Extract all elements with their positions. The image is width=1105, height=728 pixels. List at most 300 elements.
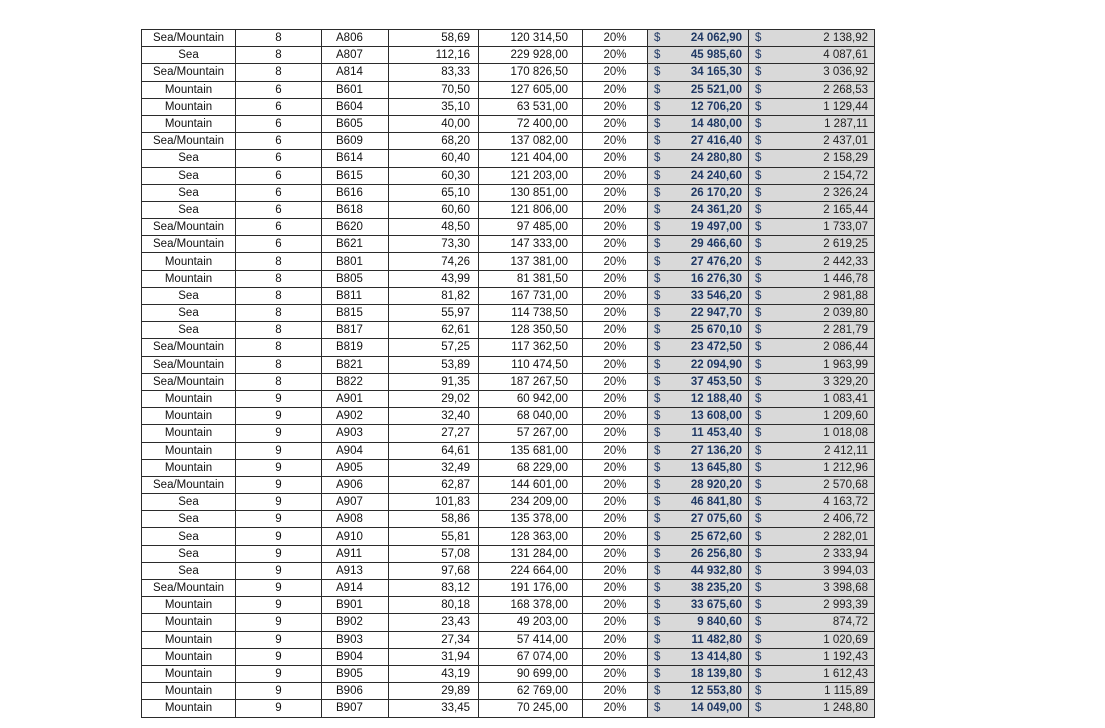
percent-cell[interactable]: 20% [583, 133, 648, 150]
unit-cell[interactable]: A910 [322, 528, 389, 545]
installment-cell[interactable] [749, 476, 875, 493]
price-cell[interactable]: 57 414,00 [479, 631, 583, 648]
price-cell[interactable]: 135 378,00 [479, 511, 583, 528]
area-cell[interactable]: 33,45 [389, 700, 479, 717]
area-cell[interactable]: 55,81 [389, 528, 479, 545]
price-cell[interactable]: 97 485,00 [479, 219, 583, 236]
deposit-cell[interactable] [648, 184, 749, 201]
view-cell[interactable]: Mountain [142, 270, 236, 287]
unit-cell[interactable]: B621 [322, 236, 389, 253]
price-cell[interactable]: 70 245,00 [479, 700, 583, 717]
deposit-cell[interactable] [648, 64, 749, 81]
view-cell[interactable]: Sea [142, 287, 236, 304]
percent-cell[interactable]: 20% [583, 64, 648, 81]
area-cell[interactable]: 53,89 [389, 356, 479, 373]
deposit-cell[interactable] [648, 511, 749, 528]
floor-cell[interactable]: 6 [236, 115, 322, 132]
installment-cell[interactable] [749, 115, 875, 132]
area-cell[interactable]: 60,60 [389, 201, 479, 218]
percent-cell[interactable]: 20% [583, 476, 648, 493]
view-cell[interactable]: Mountain [142, 700, 236, 717]
area-cell[interactable]: 27,27 [389, 425, 479, 442]
unit-cell[interactable]: B903 [322, 631, 389, 648]
percent-cell[interactable]: 20% [583, 390, 648, 407]
deposit-cell[interactable] [648, 219, 749, 236]
price-cell[interactable]: 121 404,00 [479, 150, 583, 167]
deposit-cell[interactable] [648, 665, 749, 682]
deposit-cell[interactable] [648, 287, 749, 304]
deposit-cell[interactable] [648, 545, 749, 562]
area-cell[interactable]: 32,49 [389, 459, 479, 476]
view-cell[interactable]: Mountain [142, 648, 236, 665]
unit-cell[interactable]: B815 [322, 305, 389, 322]
deposit-cell[interactable] [648, 373, 749, 390]
percent-cell[interactable]: 20% [583, 545, 648, 562]
area-cell[interactable]: 73,30 [389, 236, 479, 253]
floor-cell[interactable]: 9 [236, 597, 322, 614]
area-cell[interactable]: 55,97 [389, 305, 479, 322]
installment-cell[interactable] [749, 425, 875, 442]
unit-cell[interactable]: B905 [322, 665, 389, 682]
deposit-cell[interactable] [648, 201, 749, 218]
floor-cell[interactable]: 9 [236, 425, 322, 442]
floor-cell[interactable]: 9 [236, 614, 322, 631]
installment-cell[interactable] [749, 494, 875, 511]
area-cell[interactable]: 57,25 [389, 339, 479, 356]
installment-cell[interactable] [749, 511, 875, 528]
floor-cell[interactable]: 8 [236, 47, 322, 64]
area-cell[interactable]: 83,33 [389, 64, 479, 81]
area-cell[interactable]: 43,99 [389, 270, 479, 287]
floor-cell[interactable]: 6 [236, 81, 322, 98]
view-cell[interactable]: Sea [142, 545, 236, 562]
view-cell[interactable]: Mountain [142, 665, 236, 682]
area-cell[interactable]: 91,35 [389, 373, 479, 390]
area-cell[interactable]: 112,16 [389, 47, 479, 64]
deposit-cell[interactable] [648, 236, 749, 253]
area-cell[interactable]: 83,12 [389, 580, 479, 597]
percent-cell[interactable]: 20% [583, 253, 648, 270]
view-cell[interactable]: Mountain [142, 631, 236, 648]
floor-cell[interactable]: 6 [236, 201, 322, 218]
unit-cell[interactable]: A907 [322, 494, 389, 511]
percent-cell[interactable]: 20% [583, 219, 648, 236]
area-cell[interactable]: 57,08 [389, 545, 479, 562]
floor-cell[interactable]: 9 [236, 648, 322, 665]
percent-cell[interactable]: 20% [583, 322, 648, 339]
unit-cell[interactable]: A914 [322, 580, 389, 597]
area-cell[interactable]: 40,00 [389, 115, 479, 132]
deposit-cell[interactable] [648, 30, 749, 47]
area-cell[interactable]: 80,18 [389, 597, 479, 614]
floor-cell[interactable]: 9 [236, 683, 322, 700]
floor-cell[interactable]: 8 [236, 253, 322, 270]
price-cell[interactable]: 167 731,00 [479, 287, 583, 304]
deposit-cell[interactable] [648, 81, 749, 98]
view-cell[interactable]: Sea [142, 167, 236, 184]
installment-cell[interactable] [749, 356, 875, 373]
percent-cell[interactable]: 20% [583, 631, 648, 648]
deposit-cell[interactable] [648, 150, 749, 167]
percent-cell[interactable]: 20% [583, 270, 648, 287]
unit-cell[interactable]: B907 [322, 700, 389, 717]
unit-cell[interactable]: B817 [322, 322, 389, 339]
deposit-cell[interactable] [648, 476, 749, 493]
unit-cell[interactable]: B901 [322, 597, 389, 614]
area-cell[interactable]: 65,10 [389, 184, 479, 201]
area-cell[interactable]: 29,02 [389, 390, 479, 407]
view-cell[interactable]: Sea/Mountain [142, 133, 236, 150]
floor-cell[interactable]: 9 [236, 459, 322, 476]
installment-cell[interactable] [749, 133, 875, 150]
deposit-cell[interactable] [648, 390, 749, 407]
view-cell[interactable]: Sea [142, 322, 236, 339]
installment-cell[interactable] [749, 390, 875, 407]
installment-cell[interactable] [749, 597, 875, 614]
area-cell[interactable]: 60,40 [389, 150, 479, 167]
installment-cell[interactable] [749, 81, 875, 98]
price-cell[interactable]: 135 681,00 [479, 442, 583, 459]
installment-cell[interactable] [749, 150, 875, 167]
floor-cell[interactable]: 9 [236, 631, 322, 648]
unit-cell[interactable]: A902 [322, 408, 389, 425]
deposit-cell[interactable] [648, 528, 749, 545]
unit-cell[interactable]: B822 [322, 373, 389, 390]
view-cell[interactable]: Sea [142, 150, 236, 167]
area-cell[interactable]: 74,26 [389, 253, 479, 270]
view-cell[interactable]: Sea/Mountain [142, 64, 236, 81]
area-cell[interactable]: 68,20 [389, 133, 479, 150]
unit-cell[interactable]: B616 [322, 184, 389, 201]
deposit-cell[interactable] [648, 133, 749, 150]
unit-cell[interactable]: B605 [322, 115, 389, 132]
unit-cell[interactable]: B618 [322, 201, 389, 218]
area-cell[interactable]: 32,40 [389, 408, 479, 425]
area-cell[interactable]: 58,69 [389, 30, 479, 47]
percent-cell[interactable]: 20% [583, 614, 648, 631]
unit-cell[interactable]: B615 [322, 167, 389, 184]
view-cell[interactable]: Mountain [142, 597, 236, 614]
price-cell[interactable]: 120 314,50 [479, 30, 583, 47]
installment-cell[interactable] [749, 253, 875, 270]
price-cell[interactable]: 121 203,00 [479, 167, 583, 184]
view-cell[interactable]: Sea/Mountain [142, 339, 236, 356]
price-cell[interactable]: 72 400,00 [479, 115, 583, 132]
price-cell[interactable]: 130 851,00 [479, 184, 583, 201]
deposit-cell[interactable] [648, 425, 749, 442]
area-cell[interactable]: 58,86 [389, 511, 479, 528]
floor-cell[interactable]: 9 [236, 562, 322, 579]
view-cell[interactable]: Mountain [142, 459, 236, 476]
deposit-cell[interactable] [648, 408, 749, 425]
unit-cell[interactable]: B601 [322, 81, 389, 98]
floor-cell[interactable]: 9 [236, 545, 322, 562]
deposit-cell[interactable] [648, 47, 749, 64]
price-cell[interactable]: 117 362,50 [479, 339, 583, 356]
installment-cell[interactable] [749, 683, 875, 700]
floor-cell[interactable]: 6 [236, 167, 322, 184]
floor-cell[interactable]: 6 [236, 184, 322, 201]
area-cell[interactable]: 62,61 [389, 322, 479, 339]
view-cell[interactable]: Sea/Mountain [142, 219, 236, 236]
view-cell[interactable]: Mountain [142, 115, 236, 132]
view-cell[interactable]: Mountain [142, 253, 236, 270]
percent-cell[interactable]: 20% [583, 597, 648, 614]
percent-cell[interactable]: 20% [583, 665, 648, 682]
floor-cell[interactable]: 6 [236, 219, 322, 236]
price-cell[interactable]: 68 040,00 [479, 408, 583, 425]
percent-cell[interactable]: 20% [583, 494, 648, 511]
installment-cell[interactable] [749, 30, 875, 47]
deposit-cell[interactable] [648, 115, 749, 132]
installment-cell[interactable] [749, 201, 875, 218]
price-cell[interactable]: 57 267,00 [479, 425, 583, 442]
deposit-cell[interactable] [648, 580, 749, 597]
percent-cell[interactable]: 20% [583, 201, 648, 218]
deposit-cell[interactable] [648, 356, 749, 373]
area-cell[interactable]: 81,82 [389, 287, 479, 304]
percent-cell[interactable]: 20% [583, 683, 648, 700]
unit-cell[interactable]: A913 [322, 562, 389, 579]
price-cell[interactable]: 67 074,00 [479, 648, 583, 665]
unit-cell[interactable]: A806 [322, 30, 389, 47]
area-cell[interactable]: 60,30 [389, 167, 479, 184]
view-cell[interactable]: Sea/Mountain [142, 373, 236, 390]
price-cell[interactable]: 144 601,00 [479, 476, 583, 493]
area-cell[interactable]: 97,68 [389, 562, 479, 579]
price-cell[interactable]: 62 769,00 [479, 683, 583, 700]
view-cell[interactable]: Sea [142, 305, 236, 322]
percent-cell[interactable]: 20% [583, 236, 648, 253]
deposit-cell[interactable] [648, 683, 749, 700]
price-cell[interactable]: 127 605,00 [479, 81, 583, 98]
installment-cell[interactable] [749, 64, 875, 81]
price-cell[interactable]: 128 350,50 [479, 322, 583, 339]
view-cell[interactable]: Sea [142, 184, 236, 201]
view-cell[interactable]: Mountain [142, 408, 236, 425]
price-cell[interactable]: 60 942,00 [479, 390, 583, 407]
percent-cell[interactable]: 20% [583, 98, 648, 115]
percent-cell[interactable]: 20% [583, 30, 648, 47]
installment-cell[interactable] [749, 528, 875, 545]
price-cell[interactable]: 191 176,00 [479, 580, 583, 597]
unit-cell[interactable]: B811 [322, 287, 389, 304]
view-cell[interactable]: Mountain [142, 683, 236, 700]
price-cell[interactable]: 170 826,50 [479, 64, 583, 81]
floor-cell[interactable]: 8 [236, 339, 322, 356]
percent-cell[interactable]: 20% [583, 287, 648, 304]
area-cell[interactable]: 64,61 [389, 442, 479, 459]
floor-cell[interactable]: 9 [236, 390, 322, 407]
deposit-cell[interactable] [648, 597, 749, 614]
percent-cell[interactable]: 20% [583, 150, 648, 167]
unit-cell[interactable]: B906 [322, 683, 389, 700]
unit-cell[interactable]: A911 [322, 545, 389, 562]
floor-cell[interactable]: 8 [236, 270, 322, 287]
view-cell[interactable]: Sea [142, 562, 236, 579]
floor-cell[interactable]: 9 [236, 528, 322, 545]
view-cell[interactable]: Mountain [142, 614, 236, 631]
floor-cell[interactable]: 8 [236, 356, 322, 373]
deposit-cell[interactable] [648, 631, 749, 648]
installment-cell[interactable] [749, 580, 875, 597]
view-cell[interactable]: Mountain [142, 390, 236, 407]
view-cell[interactable]: Mountain [142, 442, 236, 459]
price-cell[interactable]: 137 381,00 [479, 253, 583, 270]
unit-cell[interactable]: B620 [322, 219, 389, 236]
price-cell[interactable]: 147 333,00 [479, 236, 583, 253]
percent-cell[interactable]: 20% [583, 511, 648, 528]
price-cell[interactable]: 90 699,00 [479, 665, 583, 682]
installment-cell[interactable] [749, 322, 875, 339]
installment-cell[interactable] [749, 442, 875, 459]
floor-cell[interactable]: 6 [236, 150, 322, 167]
unit-cell[interactable]: B819 [322, 339, 389, 356]
deposit-cell[interactable] [648, 700, 749, 717]
area-cell[interactable]: 31,94 [389, 648, 479, 665]
percent-cell[interactable]: 20% [583, 459, 648, 476]
floor-cell[interactable]: 8 [236, 305, 322, 322]
installment-cell[interactable] [749, 47, 875, 64]
deposit-cell[interactable] [648, 98, 749, 115]
percent-cell[interactable]: 20% [583, 700, 648, 717]
unit-cell[interactable]: A807 [322, 47, 389, 64]
installment-cell[interactable] [749, 184, 875, 201]
area-cell[interactable]: 70,50 [389, 81, 479, 98]
installment-cell[interactable] [749, 648, 875, 665]
deposit-cell[interactable] [648, 322, 749, 339]
percent-cell[interactable]: 20% [583, 562, 648, 579]
percent-cell[interactable]: 20% [583, 184, 648, 201]
view-cell[interactable]: Sea [142, 201, 236, 218]
view-cell[interactable]: Sea/Mountain [142, 476, 236, 493]
price-cell[interactable]: 114 738,50 [479, 305, 583, 322]
area-cell[interactable]: 27,34 [389, 631, 479, 648]
view-cell[interactable]: Sea [142, 494, 236, 511]
installment-cell[interactable] [749, 219, 875, 236]
area-cell[interactable]: 62,87 [389, 476, 479, 493]
price-cell[interactable]: 131 284,00 [479, 545, 583, 562]
view-cell[interactable]: Sea/Mountain [142, 30, 236, 47]
unit-cell[interactable]: A904 [322, 442, 389, 459]
deposit-cell[interactable] [648, 614, 749, 631]
installment-cell[interactable] [749, 98, 875, 115]
installment-cell[interactable] [749, 339, 875, 356]
unit-cell[interactable]: A905 [322, 459, 389, 476]
unit-cell[interactable]: B801 [322, 253, 389, 270]
price-cell[interactable]: 137 082,00 [479, 133, 583, 150]
view-cell[interactable]: Mountain [142, 81, 236, 98]
floor-cell[interactable]: 9 [236, 665, 322, 682]
unit-cell[interactable]: B904 [322, 648, 389, 665]
price-cell[interactable]: 187 267,50 [479, 373, 583, 390]
percent-cell[interactable]: 20% [583, 425, 648, 442]
percent-cell[interactable]: 20% [583, 167, 648, 184]
floor-cell[interactable]: 8 [236, 287, 322, 304]
view-cell[interactable]: Sea [142, 47, 236, 64]
unit-cell[interactable]: B609 [322, 133, 389, 150]
view-cell[interactable]: Mountain [142, 425, 236, 442]
percent-cell[interactable]: 20% [583, 339, 648, 356]
deposit-cell[interactable] [648, 494, 749, 511]
area-cell[interactable]: 35,10 [389, 98, 479, 115]
deposit-cell[interactable] [648, 648, 749, 665]
installment-cell[interactable] [749, 236, 875, 253]
percent-cell[interactable]: 20% [583, 528, 648, 545]
installment-cell[interactable] [749, 700, 875, 717]
price-cell[interactable]: 224 664,00 [479, 562, 583, 579]
unit-cell[interactable]: A903 [322, 425, 389, 442]
percent-cell[interactable]: 20% [583, 408, 648, 425]
deposit-cell[interactable] [648, 562, 749, 579]
percent-cell[interactable]: 20% [583, 373, 648, 390]
percent-cell[interactable]: 20% [583, 115, 648, 132]
floor-cell[interactable]: 8 [236, 64, 322, 81]
floor-cell[interactable]: 9 [236, 442, 322, 459]
installment-cell[interactable] [749, 408, 875, 425]
view-cell[interactable]: Mountain [142, 98, 236, 115]
installment-cell[interactable] [749, 270, 875, 287]
area-cell[interactable]: 48,50 [389, 219, 479, 236]
price-cell[interactable]: 63 531,00 [479, 98, 583, 115]
floor-cell[interactable]: 9 [236, 476, 322, 493]
floor-cell[interactable]: 9 [236, 580, 322, 597]
unit-cell[interactable]: A814 [322, 64, 389, 81]
deposit-cell[interactable] [648, 305, 749, 322]
percent-cell[interactable]: 20% [583, 305, 648, 322]
percent-cell[interactable]: 20% [583, 442, 648, 459]
deposit-cell[interactable] [648, 339, 749, 356]
deposit-cell[interactable] [648, 253, 749, 270]
area-cell[interactable]: 23,43 [389, 614, 479, 631]
deposit-cell[interactable] [648, 167, 749, 184]
percent-cell[interactable]: 20% [583, 47, 648, 64]
installment-cell[interactable] [749, 614, 875, 631]
price-cell[interactable]: 128 363,00 [479, 528, 583, 545]
floor-cell[interactable]: 9 [236, 494, 322, 511]
unit-cell[interactable]: B805 [322, 270, 389, 287]
unit-cell[interactable]: A908 [322, 511, 389, 528]
floor-cell[interactable]: 8 [236, 30, 322, 47]
installment-cell[interactable] [749, 545, 875, 562]
unit-cell[interactable]: A901 [322, 390, 389, 407]
installment-cell[interactable] [749, 287, 875, 304]
price-cell[interactable]: 234 209,00 [479, 494, 583, 511]
area-cell[interactable]: 43,19 [389, 665, 479, 682]
percent-cell[interactable]: 20% [583, 580, 648, 597]
deposit-cell[interactable] [648, 442, 749, 459]
price-cell[interactable]: 81 381,50 [479, 270, 583, 287]
area-cell[interactable]: 101,83 [389, 494, 479, 511]
unit-cell[interactable]: A906 [322, 476, 389, 493]
floor-cell[interactable]: 9 [236, 408, 322, 425]
view-cell[interactable]: Sea [142, 528, 236, 545]
area-cell[interactable]: 29,89 [389, 683, 479, 700]
deposit-cell[interactable] [648, 459, 749, 476]
view-cell[interactable]: Sea/Mountain [142, 356, 236, 373]
installment-cell[interactable] [749, 459, 875, 476]
installment-cell[interactable] [749, 631, 875, 648]
price-cell[interactable]: 121 806,00 [479, 201, 583, 218]
floor-cell[interactable]: 6 [236, 236, 322, 253]
price-cell[interactable]: 68 229,00 [479, 459, 583, 476]
deposit-cell[interactable] [648, 270, 749, 287]
percent-cell[interactable]: 20% [583, 81, 648, 98]
floor-cell[interactable]: 6 [236, 133, 322, 150]
installment-cell[interactable] [749, 373, 875, 390]
view-cell[interactable]: Sea [142, 511, 236, 528]
installment-cell[interactable] [749, 305, 875, 322]
